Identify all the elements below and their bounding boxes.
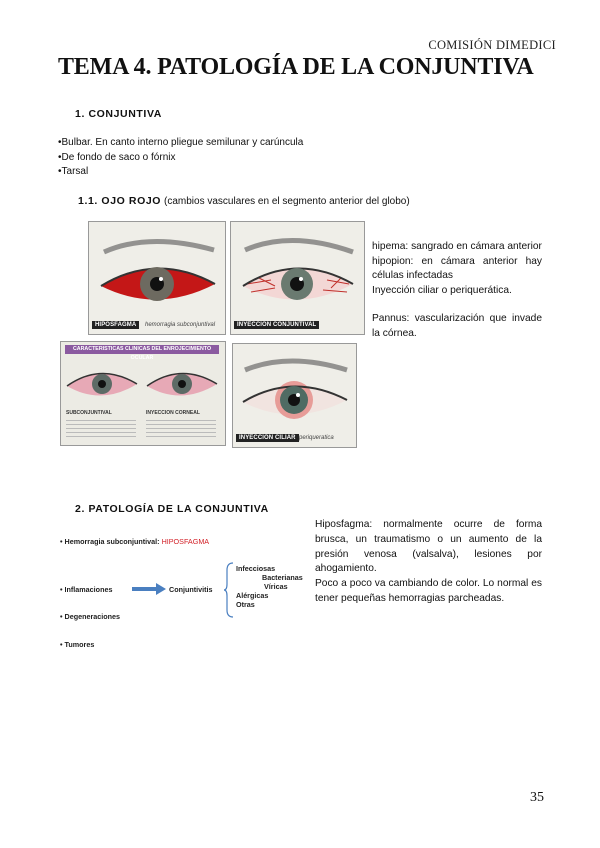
bullet-item: • De fondo de saco o fórnix [58, 151, 303, 166]
diagram-highlight-hiposfagma: HIPOSFAGMA [161, 537, 210, 546]
branch-infecciosas: Infecciosas [236, 564, 276, 573]
note-hipopion: hipopion: en cámara anterior hay células infectadas [372, 255, 542, 281]
eye-comparison-icon [61, 354, 225, 410]
note-hipema: hipema: sangrado en cámara anterior [372, 241, 542, 252]
branch-alergicas: Alérgicas [236, 591, 269, 600]
header-organization: COMISIÓN DIMEDICI [428, 38, 556, 52]
bullet-item: • Bulbar. En canto interno pliegue semilunar y carúncula [58, 136, 303, 151]
eye-ciliary-injection-icon [233, 344, 356, 447]
branch-viricas: Víricas [264, 582, 288, 591]
arrow-right-icon [132, 583, 166, 595]
description-paragraph: Poco a poco va cambiando de color. Lo normal es tener pequeñas hemorragias parcheadas. [315, 578, 542, 604]
branch-bacterianas: Bacterianas [262, 573, 303, 582]
figure-label-left: SUBCONJUNTIVAL [66, 410, 112, 416]
figure-banner: CARACTERISTICAS CLINICAS DEL ENROJECIMIENTO OCULAR [65, 345, 219, 354]
subsection-heading: 1.1. OJO ROJO [78, 195, 162, 207]
figure-note: periqueratica [299, 435, 334, 441]
pathology-diagram [56, 530, 311, 660]
figure-caption: HIPOSFAGMA [92, 321, 139, 329]
diagram-item-label: Hemorragia subconjuntival: [64, 537, 162, 546]
figure-caracteristicas-clinicas [60, 341, 226, 446]
section1-heading: 1. CONJUNTIVA [75, 108, 162, 120]
figure-hiposfagma [88, 221, 226, 335]
note-inyeccion: Inyección ciliar o periquerática. [372, 284, 512, 296]
figure-fine-print-right [146, 420, 216, 438]
bullet-item: • Tarsal [58, 165, 303, 180]
figure-note: hemorragia subconjuntival [145, 322, 216, 328]
diagram-item-label: Tumores [64, 640, 95, 649]
brace-icon [224, 562, 234, 618]
page-title: TEMA 4. PATOLOGÍA DE LA CONJUNTIVA [58, 54, 534, 80]
diagram-item-tumores: • Tumores [60, 640, 95, 649]
page-number: 35 [530, 790, 544, 805]
section1-bullet-list [58, 136, 303, 180]
figure-fine-print-left [66, 420, 136, 438]
branch-otras: Otras [236, 600, 255, 609]
diagram-item-hemorragia: • Hemorragia subconjuntival: HIPOSFAGMA [60, 537, 210, 546]
figure-inyeccion-ciliar [232, 343, 357, 448]
diagram-target-conjuntivitis: Conjuntivitis [169, 585, 213, 594]
figure-label-right: INYECCION CORNEAL [146, 410, 200, 416]
figure-caption: INYECCION CILIAR [236, 434, 299, 442]
diagram-item-degeneraciones: • Degeneraciones [60, 612, 121, 621]
subsection-heading-note: (cambios vasculares en el segmento anterior del globo) [164, 196, 410, 207]
side-notes [372, 240, 542, 341]
figure-caption: INYECCION CONJUNTIVAL [234, 321, 319, 329]
section2-description [315, 518, 542, 607]
diagram-item-label: Degeneraciones [64, 612, 121, 621]
eye-conjunctival-injection-icon [231, 222, 364, 334]
diagram-item-inflamaciones: • Inflamaciones [60, 585, 113, 594]
diagram-item-label: Inflamaciones [64, 585, 113, 594]
note-pannus: Pannus: vascularización que invade la córnea. [372, 313, 542, 339]
subsection-heading-row [78, 195, 410, 207]
eye-hyposphagma-icon [89, 222, 225, 334]
figure-inyeccion-conjuntival [230, 221, 365, 335]
description-paragraph: Hiposfagma: normalmente ocurre de forma brusca, un traumatismo o un aumento de la presión venosa (valsalva), lesiones por ahogamiento. [315, 519, 542, 575]
section2-heading: 2. PATOLOGÍA DE LA CONJUNTIVA [75, 503, 269, 515]
